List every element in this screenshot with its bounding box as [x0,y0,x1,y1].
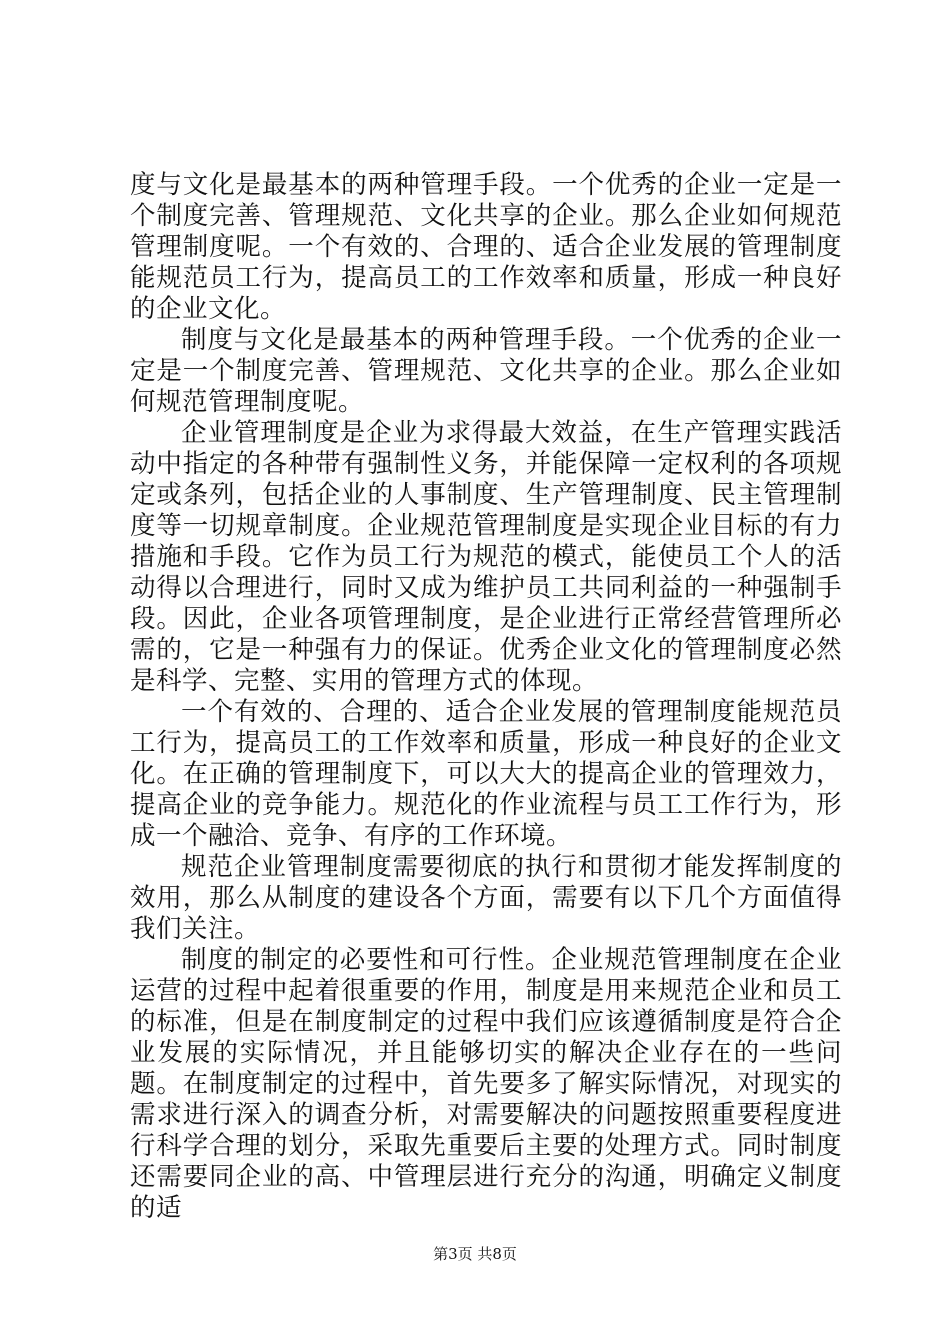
paragraph: 制度的制定的必要性和可行性。企业规范管理制度在企业运营的过程中起着很重要的作用，制度是用来规范企业和员工的标准，但是在制度制定的过程中我们应该遵循制度是符合企业发展的实际情况，并且能够切实的解决企业存在的一些问题。在制度制定的过程中，首先要多了解实际情况，对现实的需求进行深入的调查分析，对需要解决的问题按照重要程度进行科学合理的划分，采取先重要后主要的处理方式。同时制度还需要同企业的高、中管理层进行充分的沟通，明确定义制度的适 [130,945,842,1223]
paragraph: 制度与文化是最基本的两种管理手段。一个优秀的企业一定是一个制度完善、管理规范、文化共享的企业。那么企业如何规范管理制度呢。 [130,325,842,417]
paragraph: 一个有效的、合理的、适合企业发展的管理制度能规范员工行为，提高员工的工作效率和质量，形成一种良好的企业文化。在正确的管理制度下，可以大大的提高企业的管理效力，提高企业的竞争能力。规范化的作业流程与员工工作行为，形成一个融洽、竞争、有序的工作环境。 [130,697,842,851]
paragraph-continued: 度与文化是最基本的两种管理手段。一个优秀的企业一定是一个制度完善、管理规范、文化共享的企业。那么企业如何规范管理制度呢。一个有效的、合理的、适合企业发展的管理制度能规范员工行为，提高员工的工作效率和质量，形成一种良好的企业文化。 [130,170,842,324]
document-body [130,170,842,1224]
paragraph: 企业管理制度是企业为求得最大效益，在生产管理实践活动中指定的各种带有强制性义务，并能保障一定权利的各项规定或条列，包括企业的人事制度、生产管理制度、民主管理制度等一切规章制度。企业规范管理制度是实现企业目标的有力措施和手段。它作为员工行为规范的模式，能使员工个人的活动得以合理进行，同时又成为维护员工共同利益的一种强制手段。因此，企业各项管理制度，是企业进行正常经营管理所必需的，它是一种强有力的保证。优秀企业文化的管理制度必然是科学、完整、实用的管理方式的体现。 [130,418,842,696]
page-footer: 第3页 共8页 [433,1245,517,1263]
paragraph: 规范企业管理制度需要彻底的执行和贯彻才能发挥制度的效用，那么从制度的建设各个方面，需要有以下几个方面值得我们关注。 [130,852,842,944]
